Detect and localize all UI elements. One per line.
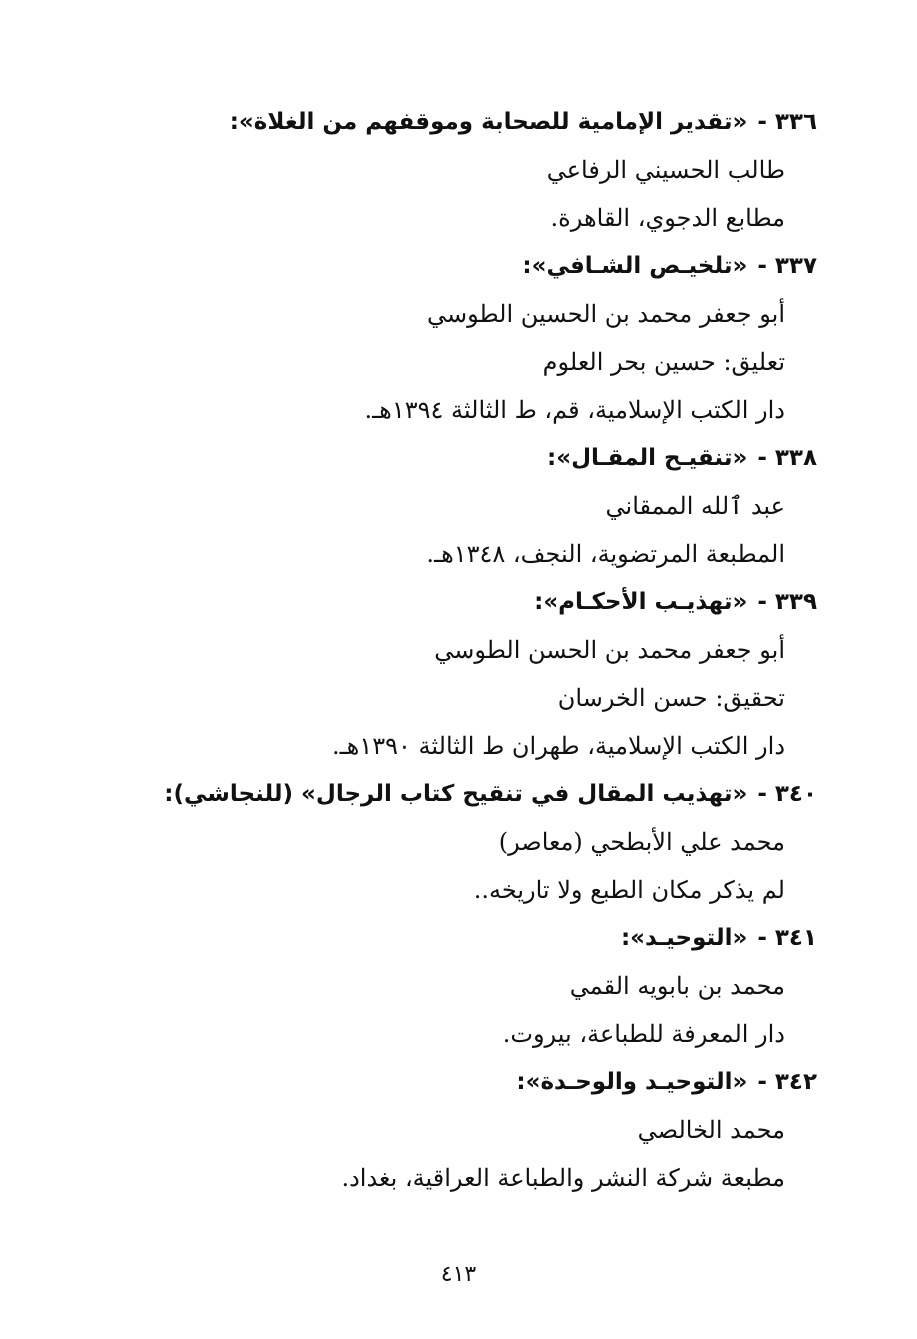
entry-detail-line: عبد ٱلله الممقاني [605, 492, 785, 520]
entry-detail-line: أبو جعفر محمد بن الحسين الطوسي [426, 300, 785, 328]
entry-detail-line: مطبعة شركة النشر والطباعة العراقية، بغداد. [341, 1164, 785, 1192]
entry-title [217, 434, 817, 482]
entry-book-title: «التوحيـد والوحـدة»: [516, 1069, 748, 1095]
entry-detail-line: تعليق: حسين بحر العلوم [542, 348, 785, 376]
entry-number-dash: - [757, 589, 767, 615]
entry-book-title: «تنقيـح المقـال»: [547, 445, 748, 471]
bibliography-list [164, 98, 817, 1202]
entry-book-title: «التوحيـد»: [620, 925, 748, 951]
entry-book-title: «تقدير الإمامية للصحابة وموقفهم من الغلاة»: [229, 109, 748, 135]
entry-number-dash: - [757, 445, 767, 471]
entry-detail-line: لم يذكر مكان الطبع ولا تاريخه.. [473, 876, 785, 904]
entry-detail-line: دار الكتب الإسلامية، قم، ط الثالثة ١٣٩٤هـ. [364, 396, 785, 424]
entry-detail-line: محمد الخالصي [637, 1116, 785, 1144]
entry-number-dash: - [757, 1069, 767, 1095]
entry-book-title: «تلخيـص الشـافي»: [522, 253, 748, 279]
entry-number: ٣٤١ [774, 925, 817, 951]
entry-title [217, 98, 817, 146]
entry-detail-line: تحقيق: حسن الخرسان [557, 684, 785, 712]
entry-number-dash: - [757, 253, 767, 279]
page-number: ٤١٣ [440, 1262, 477, 1287]
entry-number-dash: - [757, 109, 767, 135]
entry-number: ٣٤٠ [774, 781, 817, 807]
entry-detail-line: دار المعرفة للطباعة، بيروت. [502, 1020, 785, 1048]
entry-title [217, 242, 817, 290]
entry-book-title: «تهذيـب الأحكـام»: [534, 589, 748, 615]
entry-book-title: «تهذيب المقال في تنقيح كتاب الرجال» (للنجاشي): [164, 781, 748, 807]
entry-detail-line: طالب الحسيني الرفاعي [546, 156, 785, 184]
entry-number: ٣٤٢ [774, 1069, 817, 1095]
entry-title [164, 770, 817, 818]
entry-title [217, 578, 817, 626]
entry-detail-line: مطابع الدجوي، القاهرة. [550, 204, 785, 232]
entry-title [217, 1058, 817, 1106]
entry-number: ٣٣٨ [774, 445, 817, 471]
entry-detail-line: محمد بن بابويه القمي [569, 972, 785, 1000]
entry-number: ٣٣٧ [774, 253, 817, 279]
entry-number: ٣٣٦ [774, 109, 817, 135]
entry-detail-line: دار الكتب الإسلامية، طهران ط الثالثة ١٣٩٠هـ. [332, 732, 785, 760]
entry-detail-line: محمد علي الأبطحي (معاصر) [498, 828, 785, 856]
entry-detail-line: المطبعة المرتضوية، النجف، ١٣٤٨هـ. [426, 540, 785, 568]
entry-number-dash: - [757, 925, 767, 951]
entry-number: ٣٣٩ [774, 589, 817, 615]
entry-number-dash: - [757, 781, 767, 807]
entry-detail-line: أبو جعفر محمد بن الحسن الطوسي [434, 636, 785, 664]
entry-title [217, 914, 817, 962]
